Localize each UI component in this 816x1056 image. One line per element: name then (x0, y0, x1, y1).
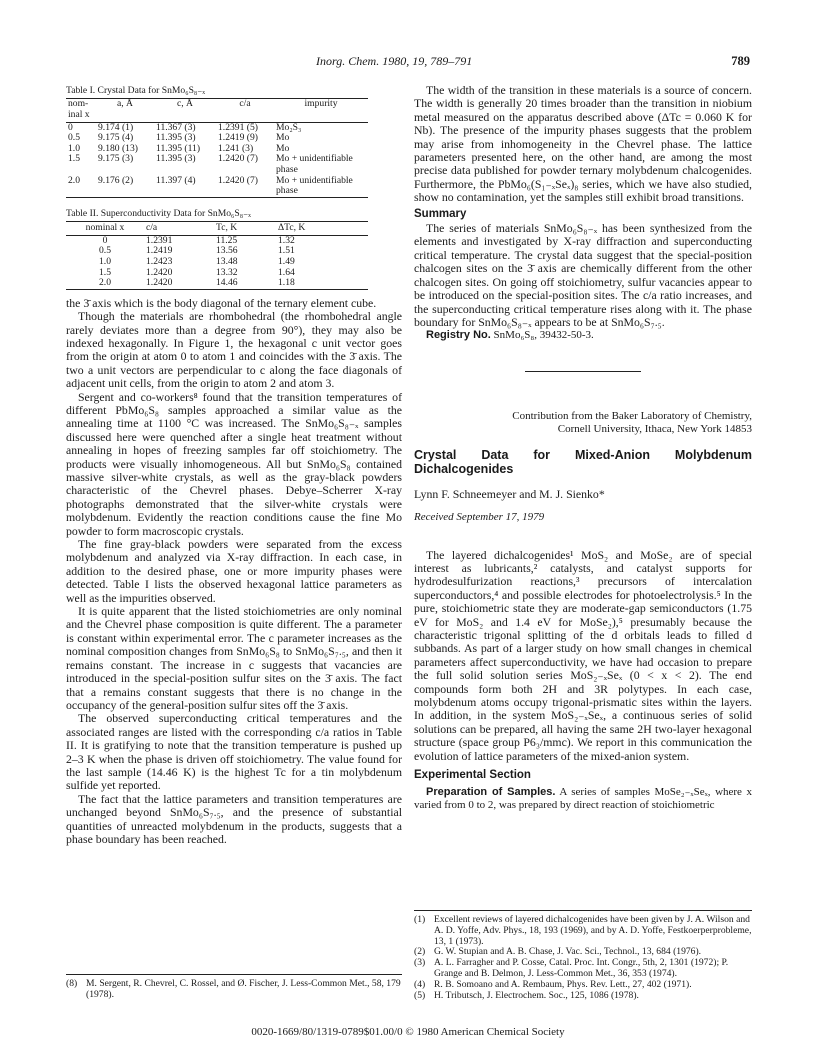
table1-header-impurity: impurity (274, 99, 368, 122)
table-cell: 1.32 (278, 234, 295, 246)
table-cell: 1.2391 (146, 234, 173, 246)
table-cell: 1.241 (3) (218, 142, 254, 154)
footnote-text: Excellent reviews of layered dichalcogenides have been given by J. A. Wilson and A. D. Yoffe, Adv. Phys., 18, 193 (1969), and by A. D. Yoffe, Festkoerperprobleme, 13, 1 (1973). (434, 914, 752, 947)
table-cell: 13.56 (216, 245, 238, 257)
table-cell: 11.395 (3) (156, 153, 196, 165)
footnote-number: (1) (414, 914, 426, 925)
contribution-line: Cornell University, Ithaca, New York 14853 (557, 422, 752, 435)
table-cell: 2.0 (99, 277, 111, 289)
table-cell: 0.5 (68, 132, 80, 144)
footnote-text: R. B. Somoano and A. Rembaum, Phys. Rev. Lett., 27, 402 (1971). (434, 978, 692, 990)
contribution-note (414, 410, 752, 436)
footnote-number: (4) (414, 978, 426, 990)
table2-header-ca: c/a (144, 222, 214, 236)
left-footnotes (66, 974, 402, 1001)
page-footer: 0020-1669/80/1319-0789$01.00/0 © 1980 American Chemical Society (251, 1026, 565, 1038)
table-cell: 0 (102, 234, 108, 246)
table-cell: 1.49 (278, 255, 295, 267)
footnote-rule (414, 910, 752, 911)
footnote-item (414, 980, 752, 991)
table-cell: 0 (68, 121, 73, 133)
footnote-item (414, 991, 752, 1002)
table1-header-x: nom-inal x (66, 99, 96, 122)
table-cell: 9.175 (4) (98, 132, 134, 144)
table-cell: 1.2420 (7) (218, 153, 258, 165)
table-cell: 1.5 (99, 266, 111, 278)
table-cell: 1.2420 (146, 277, 173, 289)
preparation-text: A series of samples MoSe₂₋ₓSeₓ, where x varied from 0 to 2, was prepared by direct reaction of stoichiometric (414, 786, 752, 812)
article-divider (525, 371, 641, 372)
summary-heading: Summary (414, 207, 467, 220)
page-number: 789 (731, 54, 750, 68)
body-paragraph: Sergent and co-workers⁸ found that the transition temperatures of different PbMo₆S₈ samples approached a similar value as the annealing time at 1100 °C was increased. The SnMo₆S₈₋ₓ samples discussed here were quenched after a single heat treatment without annealing in hopes of freezing samples far off stoichiometry. The products were visually inhomogeneous. All but SnMo₆S₈ contained massive silver-white crystals, as well as the gray-black powders characteristic of the Chevrel phases. Debye–Scherrer X-ray photographs demonstrated that the silver-white crystals were molybdenum. Evidently the reaction conditions cause the fine Mo powder to form macroscopic crystals. (66, 389, 402, 538)
right-footnotes (414, 910, 752, 1001)
table-row (66, 154, 368, 175)
table2 (66, 221, 368, 290)
table-cell: 1.2419 (146, 245, 173, 257)
article-title: Crystal Data for Mixed-Anion Molybdenum Dichalcogenides (414, 447, 752, 476)
table-cell: 11.367 (3) (156, 121, 196, 133)
footnote-rule (66, 974, 402, 975)
table-cell: 1.2423 (146, 255, 173, 267)
left-column (66, 84, 402, 846)
body-paragraph: The fact that the lattice parameters and transition temperatures are unchanged beyond SnMo₆S₇.₅, and the presence of substantial quantities of unreacted molybdenum in the products, suggests that a phase boundary has been reached. (66, 791, 402, 846)
right-footnote-list (414, 915, 752, 1001)
table1-header-ca: c/a (216, 99, 274, 122)
table-cell: 1.51 (278, 245, 295, 257)
footnote-number: (2) (414, 946, 426, 958)
table-cell: Mo (276, 142, 290, 154)
preparation-paragraph (414, 786, 752, 812)
body-paragraph: The fine gray-black powders were separated from the excess molybdenum and analyzed via X-ray diffraction. In each case, in addition to the desired phase, one or more impurity phases were detected. Table I lists the observed hexagonal lattice parameters as well as the impurities observed. (66, 537, 402, 605)
table-cell: 13.32 (216, 266, 238, 278)
article-authors: Lynn F. Schneemeyer and M. J. Sienko* (414, 486, 605, 501)
footnote-number: (3) (414, 957, 426, 969)
body-paragraph: Though the materials are rhombohedral (the rhombohedral angle rarely deviates more than a degree from 90°), they may also be indexed hexagonally. In Figure 1, the hexagonal c unit vector goes from the origin at atom 0 to atom 1 and coincides with the 3̄ axis. The two a unit vectors are perpendicular to c along the face diagonals of adjacent unit cells, from the origin to atom 2 and atom 3. (66, 309, 402, 391)
preparation-label: Preparation of Samples. (426, 786, 556, 799)
intro-paragraph: The layered dichalcogenides¹ MoS₂ and MoSe₂ are of special interest as lubricants,² catalysts, and catalyst supports for hydrodesulfurization reactions,³ precursors of intercalation superconductors,⁴ and possible electrodes for photoelectrolysis.⁵ In the pure, stoichiometric state they are moderate-gap semiconductors (1.75 eV for MoS₂ and 1.4 eV for MoSe₂),⁵ presumably because the characteristic trigonal splitting of the d orbitals leads to filled d subbands. As part of a larger study on how small changes in chemical parameters affect superconductivity, we have had occasion to prepare the full solid solution series MoS₂₋ₓSeₓ (0 < x < 2). The end compounds form both 2H and 3R polytypes. In each case, molybdenum atoms occupy trigonal-prismatic sites within the layers. In addition, in the system MoS₂₋ₓSeₓ, a continuous series of solid solutions can be prepared, all having the same 2H two-layer hexagonal structure (space group P6₃/mmc). We report in this communication the evolution of lattice parameters of the mixed-anion system. (414, 547, 752, 763)
table-row (66, 176, 368, 198)
table1-header-c: c, Å (154, 99, 216, 122)
table2-caption: Table II. Superconductivity Data for SnMo₆S₈₋ₓ (66, 207, 251, 219)
received-date: Received September 17, 1979 (414, 511, 545, 524)
table1-body (66, 122, 368, 197)
table1 (66, 98, 368, 197)
table-cell: 1.5 (68, 153, 80, 165)
table-cell: 1.64 (278, 266, 295, 278)
table-cell: 11.397 (4) (156, 174, 196, 186)
running-header (66, 54, 752, 70)
table-cell: 1.2420 (146, 266, 173, 278)
right-column (414, 84, 752, 812)
table-cell: 1.2420 (7) (218, 174, 258, 186)
footnote-number: (8) (66, 978, 78, 989)
table-cell: 11.395 (11) (156, 142, 201, 154)
table-cell: 1.2419 (9) (218, 132, 258, 144)
contribution-line: Contribution from the Baker Laboratory of Chemistry, (512, 409, 752, 422)
registry-text: SnMo₆S₈, 39432-50-3. (493, 329, 594, 342)
table-cell: Mo (276, 132, 290, 144)
body-paragraph: The width of the transition in these materials is a source of concern. The width is generally 20 times broader than the transition in niobium metal measured on the apparatus described above (ΔTc = 0.060 K for Nb). The presence of the impurity phases suggests that the problem may arise from inhomogeneity in the Chevrel phase. The lattice parameters presented here, on the other hand, are among the most precise data published for powder ternary molybdenum chalcogenides. Furthermore, the PbMo₆(S₁₋ₓSeₓ)₈ series, which we have also studied, show no contamination, yet the samples still exhibit broad transitions. (414, 83, 752, 205)
table2-header-x: nominal x (66, 222, 144, 236)
table2-header-tc: Tc, K (214, 222, 276, 236)
table-cell: Mo + unidentifiable phase (276, 174, 353, 197)
table-cell: 13.48 (216, 255, 238, 267)
table2-header-dtc: ΔTc, K (276, 222, 368, 236)
footnote-text: G. W. Stupian and A. B. Chase, J. Vac. Sci., Technol., 13, 684 (1976). (434, 946, 702, 958)
table-cell: 2.0 (68, 174, 80, 186)
table-cell: 11.395 (3) (156, 132, 196, 144)
footnote-item (414, 958, 752, 980)
table-cell: 9.176 (2) (98, 174, 134, 186)
table1-caption: Table I. Crystal Data for SnMo₆S₈₋ₓ (66, 85, 206, 96)
table-cell: 9.175 (3) (98, 153, 134, 165)
body-paragraph: It is quite apparent that the listed stoichiometries are only nominal and the Chevrel phase composition is quite different. The a parameter is constant within experimental error. The c parameter increases as the nominal composition changes from SnMo₆S₈ to SnMo₆S₇.₅, and then it remains constant. The increase in c suggests that vacancies are introduced in the special-position sulfur sites on the 3̄ axis. The fact that a remains constant suggests that there is no change in the occupancy of the general-position sulfur sites off the 3̄ axis. (66, 604, 402, 712)
table-cell: 9.174 (1) (98, 121, 134, 133)
footnote-item (66, 979, 402, 1001)
body-paragraph: The observed superconducting critical temperatures and the associated ranges are listed with the corresponding c/a ratios in Table II. It is gratifying to note that the transition temperature is pushed up 2–3 K when the phase is driven off stoichiometry. The value found for the last sample (14.46 K) is the highest Tc for a tin molybdenum sulfide yet reported. (66, 711, 402, 793)
table-cell: 14.46 (216, 277, 238, 289)
registry-line (414, 329, 752, 342)
footnote-number: (5) (414, 989, 426, 1001)
footnote-text: H. Tributsch, J. Electrochem. Soc., 125, 1086 (1978). (434, 989, 639, 1001)
table-cell: 1.0 (68, 142, 80, 154)
table-cell: 0.5 (99, 245, 111, 257)
table-row (66, 278, 368, 289)
footnote-text: M. Sergent, R. Chevrel, C. Rossel, and Ø. Fischer, J. Less-Common Met., 58, 179 (1978). (86, 978, 401, 1000)
table-cell: Mo₂S₃ (276, 121, 302, 133)
journal-citation: Inorg. Chem. 1980, 19, 789–791 (316, 54, 473, 68)
body-paragraph: the 3̄ axis which is the body diagonal of the ternary element cube. (66, 295, 377, 310)
footnote-item (414, 915, 752, 947)
summary-paragraph: The series of materials SnMo₆S₈₋ₓ has been synthesized from the elements and investigated by X-ray diffraction and superconducting critical temperature. The crystal data suggest that the special-position chalcogen sites on the 3̄ axis are chemically different from the other chalcogen sites. On going off stoichiometry, sulfur vacancies appear to be introduced on the special-position sites. The c/a ratio increases, and the superconducting critical temperature rises along with it. The phase boundary for SnMo₆S₈₋ₓ appears to be at SnMo₆S₇.₅. (414, 221, 752, 329)
table-cell: 9.180 (13) (98, 142, 138, 154)
registry-label: Registry No. (426, 329, 491, 342)
footnote-text: A. L. Farragher and P. Cosse, Catal. Proc. Int. Congr., 5th, 2, 1301 (1972); P. Grange and B. Delmon, J. Less-Common Met., 36, 353 (1974). (434, 957, 729, 979)
table2-body (66, 235, 368, 289)
table1-header-a: a, Å (96, 99, 154, 122)
table-cell: 1.0 (99, 255, 111, 267)
table-row (66, 257, 368, 268)
table-cell: Mo + unidentifiable phase (276, 153, 353, 175)
table-cell: 11.25 (216, 234, 238, 246)
table-cell: 1.2391 (5) (218, 121, 258, 133)
experimental-heading: Experimental Section (414, 769, 531, 782)
table-cell: 1.18 (278, 277, 295, 289)
